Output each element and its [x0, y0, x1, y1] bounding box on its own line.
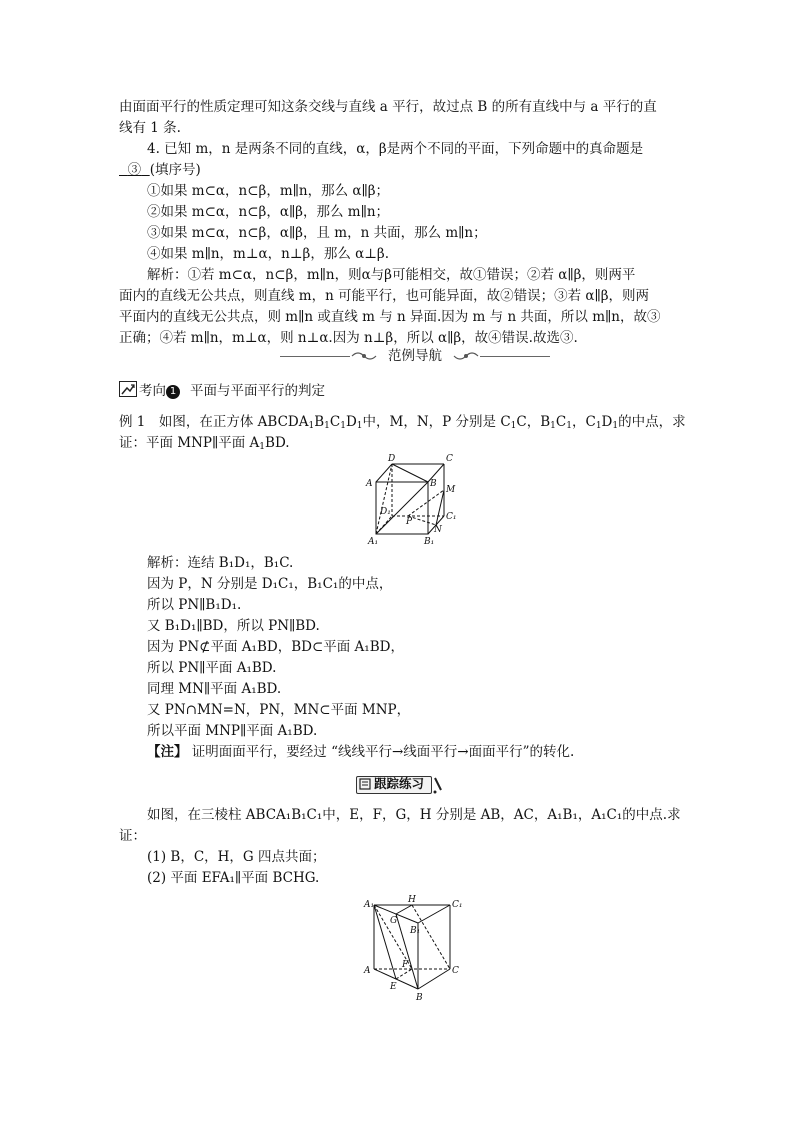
q4-option-4: ④如果 m∥n，m⊥α，n⊥β，那么 α⊥β.: [147, 246, 390, 262]
q4-analysis-line2: 面内的直线无公共点，则直线 m，n 可能平行，也可能异面，故②错误；③若 α∥β，则两: [119, 288, 650, 304]
q4-option-2: ②如果 m⊂α，n⊂β，α∥β，那么 m∥n；: [147, 204, 390, 220]
prism-label: A: [364, 966, 371, 976]
cube-figure: [362, 452, 462, 548]
solution1-line: 所以 PN∥B₁D₁.: [147, 597, 242, 613]
solution1-line: 所以平面 MNP∥平面 A₁BD.: [147, 723, 318, 739]
solution1-line: 所以 PN∥平面 A₁BD.: [147, 660, 277, 676]
prism-label: E: [390, 982, 397, 992]
note-text: 证明面面平行，要经过 “线线平行→线面平行→面面平行”的转化.: [187, 744, 575, 760]
q4-stem: 4. 已知 m，n 是两条不同的直线，α，β是两个不同的平面，下列命题中的真命题是: [147, 141, 644, 157]
example1-line1: 例 1 如图，在正方体 $ABCDA_1B_1C_1D_1$中，M，N，P 分别是 $C_1C$，$B_1C_1$，$C_1D_1$的中点，求: [119, 414, 686, 431]
kaoxiang-title: 平面与平面平行的判定: [190, 383, 325, 399]
solution1-line: 又 PN∩MN=N，PN，MN⊂平面 MNP，: [147, 702, 411, 718]
prism-label: A₁: [364, 900, 375, 910]
q4-option-1: ①如果 m⊂α，n⊂β，m∥n，那么 α∥β；: [147, 183, 390, 199]
cube-label: A₁: [368, 537, 379, 547]
prev-answer-line2: 线有 1 条.: [119, 120, 181, 136]
q4-analysis-line4: 正确；④若 m∥n，m⊥α，则 n⊥α.因为 n⊥β，所以 α∥β，故④错误.故选③.: [119, 330, 578, 346]
example1-line2: 证：平面 MNP∥平面 $A_1BD$.: [119, 435, 290, 452]
q4-answer: ③: [127, 162, 142, 178]
prism-figure: [362, 893, 466, 1005]
cube-label: C₁: [446, 512, 457, 522]
pen-icon: [432, 776, 444, 794]
practice-line1: 如图，在三棱柱 ABCA₁B₁C₁中，E，F，G，H 分别是 AB，AC，A₁B₁，A₁C₁的中点.求: [147, 807, 681, 823]
solution1-line: 因为 PN⊄平面 A₁BD，BD⊂平面 A₁BD，: [147, 639, 404, 655]
practice-item-2: (2) 平面 EFA₁∥平面 BCHG.: [147, 870, 320, 886]
practice-item-1: (1) B，C，H，G 四点共面；: [147, 849, 326, 865]
cube-label: D₁: [380, 507, 391, 517]
prev-answer-line1: 由面面平行的性质定理可知这条交线与直线 a 平行，故过点 B 的所有直线中与 a 平行的直: [119, 99, 657, 115]
cube-label: B₁: [424, 537, 435, 547]
note: [147, 742, 574, 763]
cube-label: C: [446, 454, 453, 464]
cube-label: N: [434, 525, 442, 535]
note-tag: 【注】: [147, 744, 188, 760]
q4-analysis-line1: 解析：①若 m⊂α，n⊂β，m∥n，则α与β可能相交，故①错误；②若 α∥β，则两平: [147, 267, 636, 283]
prism-label: C: [452, 966, 459, 976]
solution1-line: 又 B₁D₁∥BD，所以 PN∥BD.: [147, 618, 320, 634]
q4-option-3: ③如果 m⊂α，n⊂β，α∥β，且 m，n 共面，那么 m∥n；: [147, 225, 487, 241]
follow-practice-tag: [356, 774, 444, 794]
trend-icon: [119, 381, 137, 397]
cube-label: D: [388, 454, 396, 464]
book-icon: [359, 778, 372, 790]
cube-label: B: [430, 479, 437, 489]
cube-label: P: [406, 517, 413, 527]
practice-line2: 证：: [119, 828, 146, 844]
kaoxiang-number-badge: 1: [166, 385, 180, 399]
kaoxiang-prefix: 考向: [139, 383, 166, 399]
prism-label: F: [402, 960, 409, 970]
cube-label: A: [366, 479, 373, 489]
follow-practice-label: 跟踪练习: [374, 776, 425, 791]
kaoxiang-heading: [119, 381, 325, 402]
prism-label: C₁: [452, 900, 463, 910]
q4-stem-line2: ③ (填序号): [119, 160, 201, 181]
solution1-line: 因为 P，N 分别是 D₁C₁，B₁C₁的中点，: [147, 576, 393, 592]
prism-label: B₁: [410, 926, 421, 936]
q4-analysis-line3: 平面内的直线无公共点，则 m∥n 或直线 m 与 n 异面.因为 m 与 n 共面，所以 m∥n，故③: [119, 309, 661, 325]
prism-label: G: [390, 916, 398, 926]
solution1-line: 解析：连结 B₁D₁，B₁C.: [147, 555, 294, 571]
prism-label: B: [416, 993, 423, 1003]
solution1-line: 同理 MN∥平面 A₁BD.: [147, 681, 282, 697]
prism-label: H: [408, 895, 416, 905]
section-banner-title: 范例导航: [388, 348, 442, 364]
section-banner: [280, 347, 550, 365]
cube-label: M: [446, 485, 456, 495]
